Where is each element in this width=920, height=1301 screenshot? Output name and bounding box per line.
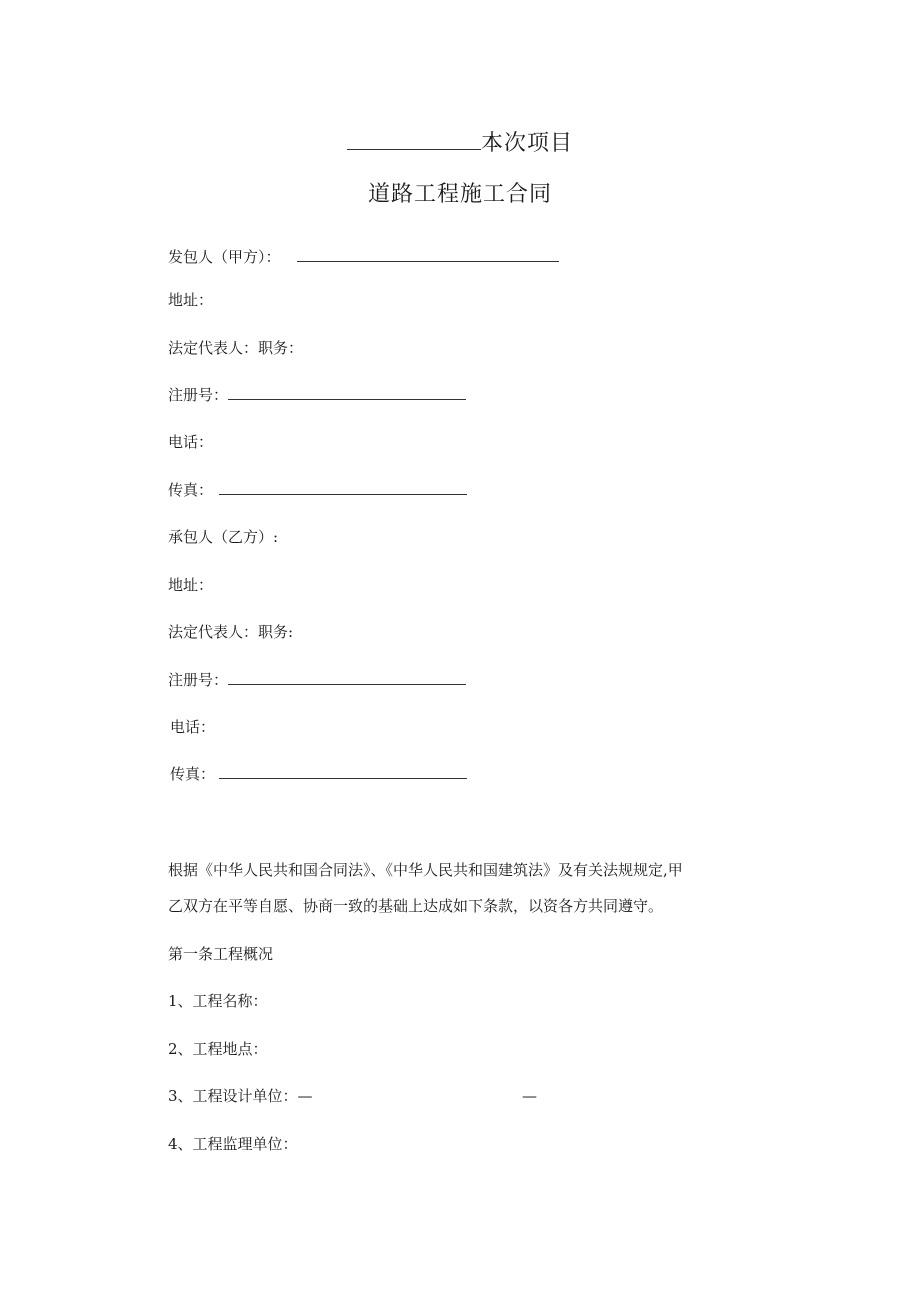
article-1-heading: 第一条工程概况	[168, 945, 274, 963]
party-a-reg-blank	[228, 385, 466, 400]
party-a-fax-label: 传真：	[168, 481, 214, 499]
project-line	[0, 126, 920, 157]
intro-line-1: 根据《中华人民共和国合同法》、《中华人民共和国建筑法》及有关法规规定,甲	[168, 861, 683, 879]
intro-line-2: 乙双方在平等自愿、协商一致的基础上达成如下条款，以资各方共同遵守。	[168, 897, 664, 915]
party-a-name-blank	[297, 247, 559, 262]
party-a-rep-field: 法定代表人：职务：	[168, 339, 304, 357]
party-b-fax-blank	[219, 764, 467, 779]
document-title: 道路工程施工合同	[367, 182, 552, 207]
article-1-item-2: 2、工程地点：	[168, 1040, 268, 1058]
party-b-reg-label: 注册号：	[168, 671, 229, 689]
party-b-address-field: 地址：	[168, 576, 214, 594]
project-name-blank	[347, 129, 481, 150]
party-b-reg-blank	[228, 670, 466, 685]
party-b-fax-label: 传真：	[170, 765, 216, 783]
project-line-suffix: 本次项目	[480, 131, 573, 156]
party-a-fax-blank	[219, 480, 467, 495]
party-b-name-field: 承包人（乙方）:	[168, 528, 279, 546]
article-1-item-4: 4、工程监理单位：	[168, 1135, 298, 1153]
party-a-reg-field	[168, 385, 466, 405]
party-a-phone-field: 电话：	[168, 433, 214, 451]
party-a-fax-field	[168, 480, 467, 500]
party-b-rep-field: 法定代表人：职务:	[168, 623, 294, 641]
party-a-address-field: 地址：	[168, 291, 214, 309]
party-a-name-field	[168, 247, 559, 267]
article-1-item-3: 3、工程设计单位：—	[168, 1087, 313, 1105]
party-b-fax-field	[170, 764, 467, 784]
party-b-reg-field	[168, 670, 466, 690]
party-a-reg-label: 注册号：	[168, 386, 229, 404]
article-1-item-3-trailing-dash: —	[522, 1087, 537, 1105]
party-a-name-label: 发包人（甲方）：	[168, 248, 281, 266]
party-b-phone-field: 电话：	[170, 718, 216, 736]
article-1-item-1: 1、工程名称：	[168, 992, 268, 1010]
